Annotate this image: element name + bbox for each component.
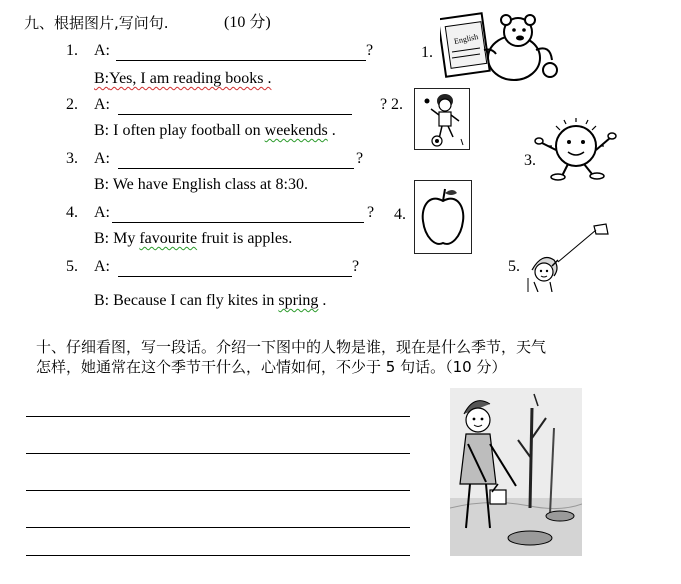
bear-reading-picture: [440, 10, 570, 82]
picture2-label: 2.: [391, 96, 403, 113]
item5-number: 5.: [66, 258, 78, 275]
writing-line-2[interactable]: [26, 453, 410, 454]
item1-answer-text: Yes, I am reading books .: [109, 70, 272, 87]
apple-picture: [414, 180, 472, 254]
item1-answer-prefix: B:: [94, 70, 110, 87]
item4-answer-prefix: B: My: [94, 230, 136, 247]
item3-answer-blank[interactable]: [118, 168, 354, 169]
item4-number: 4.: [66, 204, 78, 221]
item1-number: 1.: [66, 42, 78, 59]
picture5-label: 5.: [508, 258, 520, 275]
section9-title: 九、根据图片,写问句.: [24, 14, 169, 32]
item2-prompt: A:: [94, 96, 110, 113]
item4-answer-emph: favourite: [139, 230, 198, 247]
item4-answer: [94, 230, 292, 248]
girl-planting-tree-picture: [450, 388, 582, 556]
book-label: English: [453, 32, 479, 46]
item1-prompt: A:: [94, 42, 110, 59]
item5-prompt: A:: [94, 258, 110, 275]
item2-answer-emph: weekends: [264, 122, 328, 139]
item4-answer-suffix: fruit is apples.: [197, 230, 293, 247]
item4-answer-blank[interactable]: [112, 222, 364, 223]
item4-prompt: A:: [94, 204, 110, 221]
item5-answer: [94, 292, 326, 310]
picture3-label: 3.: [524, 152, 536, 169]
writing-line-4[interactable]: [26, 527, 410, 528]
item3-question-mark: ?: [356, 150, 364, 167]
picture4-label: 4.: [394, 206, 406, 223]
football-boy-picture: [414, 88, 470, 150]
section10-instruction-line1: 十、仔细看图，写一段话。介绍一下图中的人物是谁，现在是什么季节，天气: [36, 338, 547, 356]
item3-prompt: A:: [94, 150, 110, 167]
kite-girl-picture: [524, 222, 612, 292]
item1-answer: [94, 70, 271, 88]
section10-instruction-line2: 怎样，她通常在这个季节干什么，心情如何，不少于 5 句话。（10 分）: [36, 358, 507, 376]
section9-points: (10 分): [224, 14, 271, 31]
item5-question-mark: ?: [352, 258, 360, 275]
item2-answer-blank[interactable]: [118, 114, 352, 115]
writing-line-3[interactable]: [26, 490, 410, 491]
item5-answer-prefix: B: Because I can fly kites in: [94, 292, 275, 309]
item2-answer-prefix: B: I often play football on: [94, 122, 261, 139]
clock-character-picture: [534, 116, 618, 182]
item1-answer-blank[interactable]: [116, 60, 366, 61]
item2-question-mark: ?: [380, 96, 388, 113]
item3-answer: B: We have English class at 8:30.: [94, 176, 308, 193]
item2-answer: [94, 122, 336, 140]
item2-number: 2.: [66, 96, 78, 113]
picture1-label: 1.: [421, 44, 433, 61]
item1-question-mark: ?: [366, 42, 374, 59]
item4-question-mark: ?: [367, 204, 375, 221]
item5-answer-suffix: .: [318, 292, 327, 309]
item5-answer-emph: spring: [278, 292, 319, 309]
writing-line-5[interactable]: [26, 555, 410, 556]
item2-answer-suffix: .: [327, 122, 336, 139]
item5-answer-blank[interactable]: [118, 276, 352, 277]
item3-number: 3.: [66, 150, 78, 167]
writing-line-1[interactable]: [26, 416, 410, 417]
